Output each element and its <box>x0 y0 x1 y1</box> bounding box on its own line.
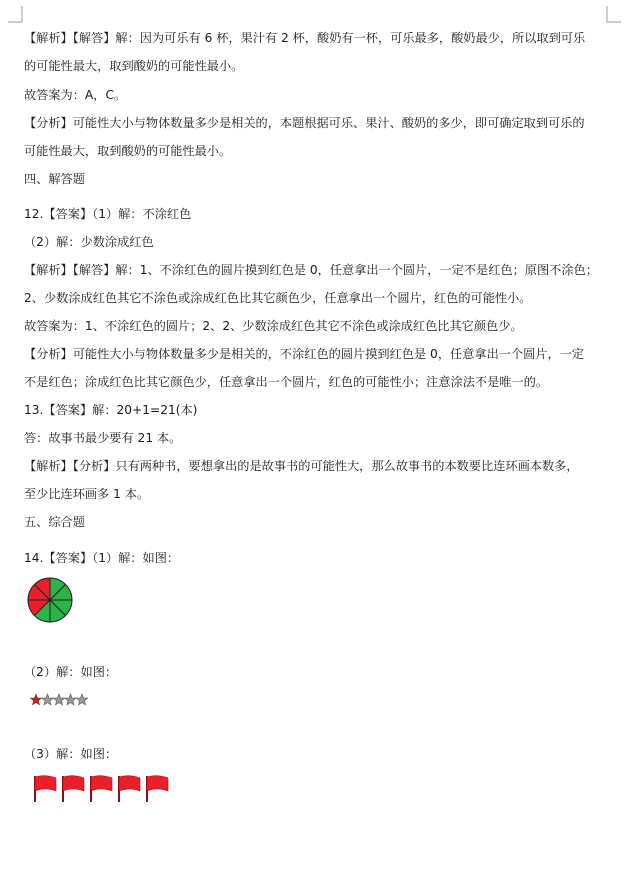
text-line: 故答案为：A，C。 <box>24 88 127 102</box>
text-line: 可能性最大，取到酸奶的可能性最小。 <box>24 144 232 158</box>
text-line: （2）解：少数涂成红色 <box>24 235 154 249</box>
text-line: 【解析】【分析】只有两种书，要想拿出的是故事书的可能性大，那么故事书的本数要比连环画本数多， <box>24 459 579 473</box>
text-line: 13.【答案】解：20+1=21(本) <box>24 403 198 417</box>
text-line: 14.【答案】（1）解：如图： <box>24 551 180 565</box>
flag-icon <box>119 776 140 802</box>
text-line: （2）解：如图： <box>24 665 118 679</box>
text-line: 【分析】可能性大小与物体数量多少是相关的，不涂红色的圆片摸到红色是 0，任意拿出一个圆片，一定 <box>24 347 585 361</box>
flag-icon <box>147 776 168 802</box>
text-line: 的可能性最大，取到酸奶的可能性最小。 <box>24 59 244 73</box>
flag-icon <box>63 776 84 802</box>
text-line: 至少比连环画多 1 本。 <box>24 487 150 501</box>
star-icon <box>30 694 41 705</box>
text-line: 【解析】【解答】解：1、不涂红色的圆片摸到红色是 0，任意拿出一个圆片，一定不是红色；原图不涂色； <box>24 263 598 277</box>
section-heading: 五、综合题 <box>24 515 85 529</box>
text-line: 不是红色；涂成红色比其它颜色少，任意拿出一个圆片，红色的可能性小；注意涂法不是唯一的。 <box>24 375 549 389</box>
star-icon <box>76 694 87 705</box>
stars-figure <box>30 692 90 708</box>
text-line: 答：故事书最少要有 21 本。 <box>24 431 182 445</box>
star-icon <box>42 694 53 705</box>
text-line: 【解析】【解答】解：因为可乐有 6 杯，果汁有 2 杯，酸奶有一杯，可乐最多，酸奶最少，所以取到可乐 <box>24 31 586 45</box>
text-line: （3）解：如图： <box>24 747 118 761</box>
flag-icon <box>35 776 56 802</box>
pie-figure <box>26 576 74 624</box>
star-icon <box>53 694 64 705</box>
text-line: 【分析】可能性大小与物体数量多少是相关的，本题根据可乐、果汁、酸奶的多少，即可确定取到可乐的 <box>24 116 585 130</box>
section-heading: 四、解答题 <box>24 172 85 186</box>
flag-icon <box>91 776 112 802</box>
star-icon <box>65 694 76 705</box>
flags-figure <box>32 774 172 804</box>
text-line: 12.【答案】（1）解：不涂红色 <box>24 207 192 221</box>
text-line: 2、少数涂成红色其它不涂色或涂成红色比其它颜色少，任意拿出一个圆片，红色的可能性小。 <box>24 291 532 305</box>
text-line: 故答案为：1、不涂红色的圆片；2、2、少数涂成红色其它不涂色或涂成红色比其它颜色少。 <box>24 319 523 333</box>
page-corner-marks <box>0 0 639 30</box>
